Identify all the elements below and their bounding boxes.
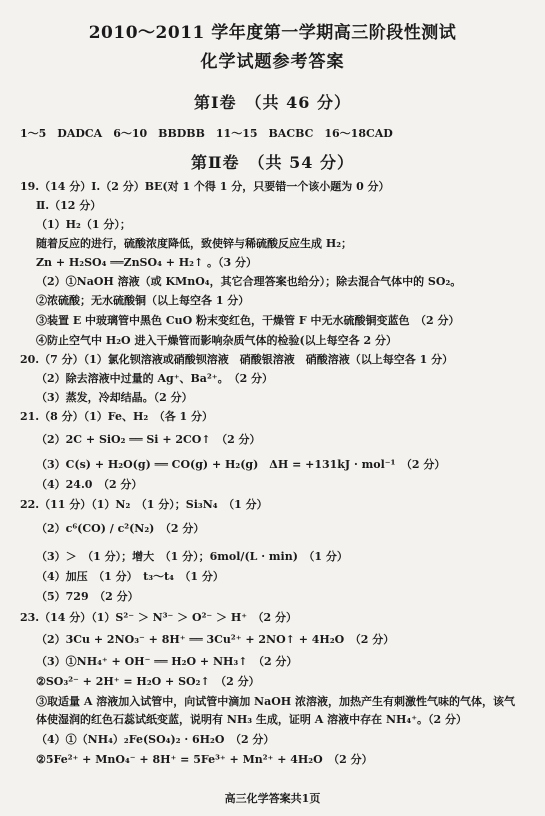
answer-line: （2）c⁶(CO) / c²(N₂) （2 分）	[36, 522, 205, 535]
answer-line: （3）蒸发，冷却结晶。（2 分）	[36, 391, 193, 404]
answer-line: ③取适量 A 溶液加入试管中，向试管中滴加 NaOH 浓溶液，加热产生有刺激性气味的气体，该气	[36, 695, 516, 708]
answer-line: （2）①NaOH 溶液（或 KMnO₄，其它合理答案也给分）；除去混合气体中的 SO₂。	[36, 275, 462, 288]
answer-line: （3）C(s) + H₂O(g) ══ CO(g) + H₂(g) ΔH = +131kJ · mol⁻¹ （2 分）	[36, 458, 446, 471]
answer-line: ④防止空气中 H₂O 进入干燥管而影响杂质气体的检验(以上每空各 2 分）	[36, 334, 397, 347]
answer-line: 22.（11 分）（1）N₂ （1 分）；Si₃N₄ （1 分）	[20, 498, 268, 511]
answer-line: 19.（14 分）Ⅰ.（2 分）BE(对 1 个得 1 分，只要错一个该小题为 0 分）	[20, 180, 390, 193]
answer-line: 20.（7 分）（1）氯化钡溶液或硝酸钡溶液 硝酸银溶液 硝酸溶液（以上每空各 1 分）	[20, 353, 454, 366]
answer-line: （3）＞ （1 分）；增大 （1 分）；6mol/(L · min) （1 分）	[36, 550, 348, 563]
part2-heading: 第Ⅱ卷 （共 54 分）	[191, 153, 354, 172]
answer-line: 随着反应的进行，硫酸浓度降低，致使锌与稀硫酸反应生成 H₂；	[36, 237, 353, 250]
answer-line: 21.（8 分）（1）Fe、H₂ （各 1 分）	[20, 410, 214, 423]
answer-line: （5）729 （2 分）	[36, 590, 139, 603]
answer-line: 23.（14 分）（1）S²⁻ ＞ N³⁻ ＞ O²⁻ ＞ H⁺ （2 分）	[20, 611, 298, 624]
document-subtitle: 化学试题参考答案	[200, 52, 345, 72]
answer-line: （4）24.0 （2 分）	[36, 478, 143, 491]
answer-line: （4）加压 （1 分） t₃～t₄ （1 分）	[36, 570, 224, 583]
page-footer: 高三化学答案共1页	[224, 792, 321, 805]
part1-heading: 第Ⅰ卷 （共 46 分）	[194, 93, 351, 112]
answer-line: （2）除去溶液中过量的 Ag⁺、Ba²⁺。 （2 分）	[36, 372, 274, 385]
answer-line: （3）①NH₄⁺ + OH⁻ ══ H₂O + NH₃↑ （2 分）	[36, 655, 298, 668]
answer-line: Zn + H₂SO₄ ══ZnSO₄ + H₂↑ 。（3 分）	[36, 256, 258, 269]
answer-line: ③装置 E 中玻璃管中黑色 CuO 粉末变红色，干燥管 F 中无水硫酸铜变蓝色 （2 分）	[36, 314, 460, 327]
answer-line: 体使湿润的红色石蕊试纸变蓝，说明有 NH₃ 生成，证明 A 溶液中存在 NH₄⁺。（2 分）	[36, 713, 468, 726]
answer-line: ②SO₃²⁻ + 2H⁺ = H₂O + SO₂↑ （2 分）	[36, 675, 260, 688]
answer-line: （4）①（NH₄）₂Fe(SO₄)₂ · 6H₂O （2 分）	[36, 733, 275, 746]
answer-line: ②5Fe²⁺ + MnO₄⁻ + 8H⁺ = 5Fe³⁺ + Mn²⁺ + 4H₂O （2 分）	[36, 753, 373, 766]
multiple-choice-answers: 1～5 DADCA 6～10 BBDBB 11～15 BACBC 16～18CAD	[20, 127, 393, 140]
answer-line: （2）3Cu + 2NO₃⁻ + 8H⁺ ══ 3Cu²⁺ + 2NO↑ + 4H₂O （2 分）	[36, 633, 395, 646]
answer-line: （2）2C + SiO₂ ══ Si + 2CO↑ （2 分）	[36, 433, 261, 446]
answer-line: （1）H₂（1 分）；	[36, 218, 131, 231]
answer-line: Ⅱ.（12 分）	[36, 199, 102, 212]
answer-line: ②浓硫酸；无水硫酸铜（以上每空各 1 分）	[36, 294, 250, 307]
document-title: 2010～2011 学年度第一学期高三阶段性测试	[88, 23, 457, 43]
